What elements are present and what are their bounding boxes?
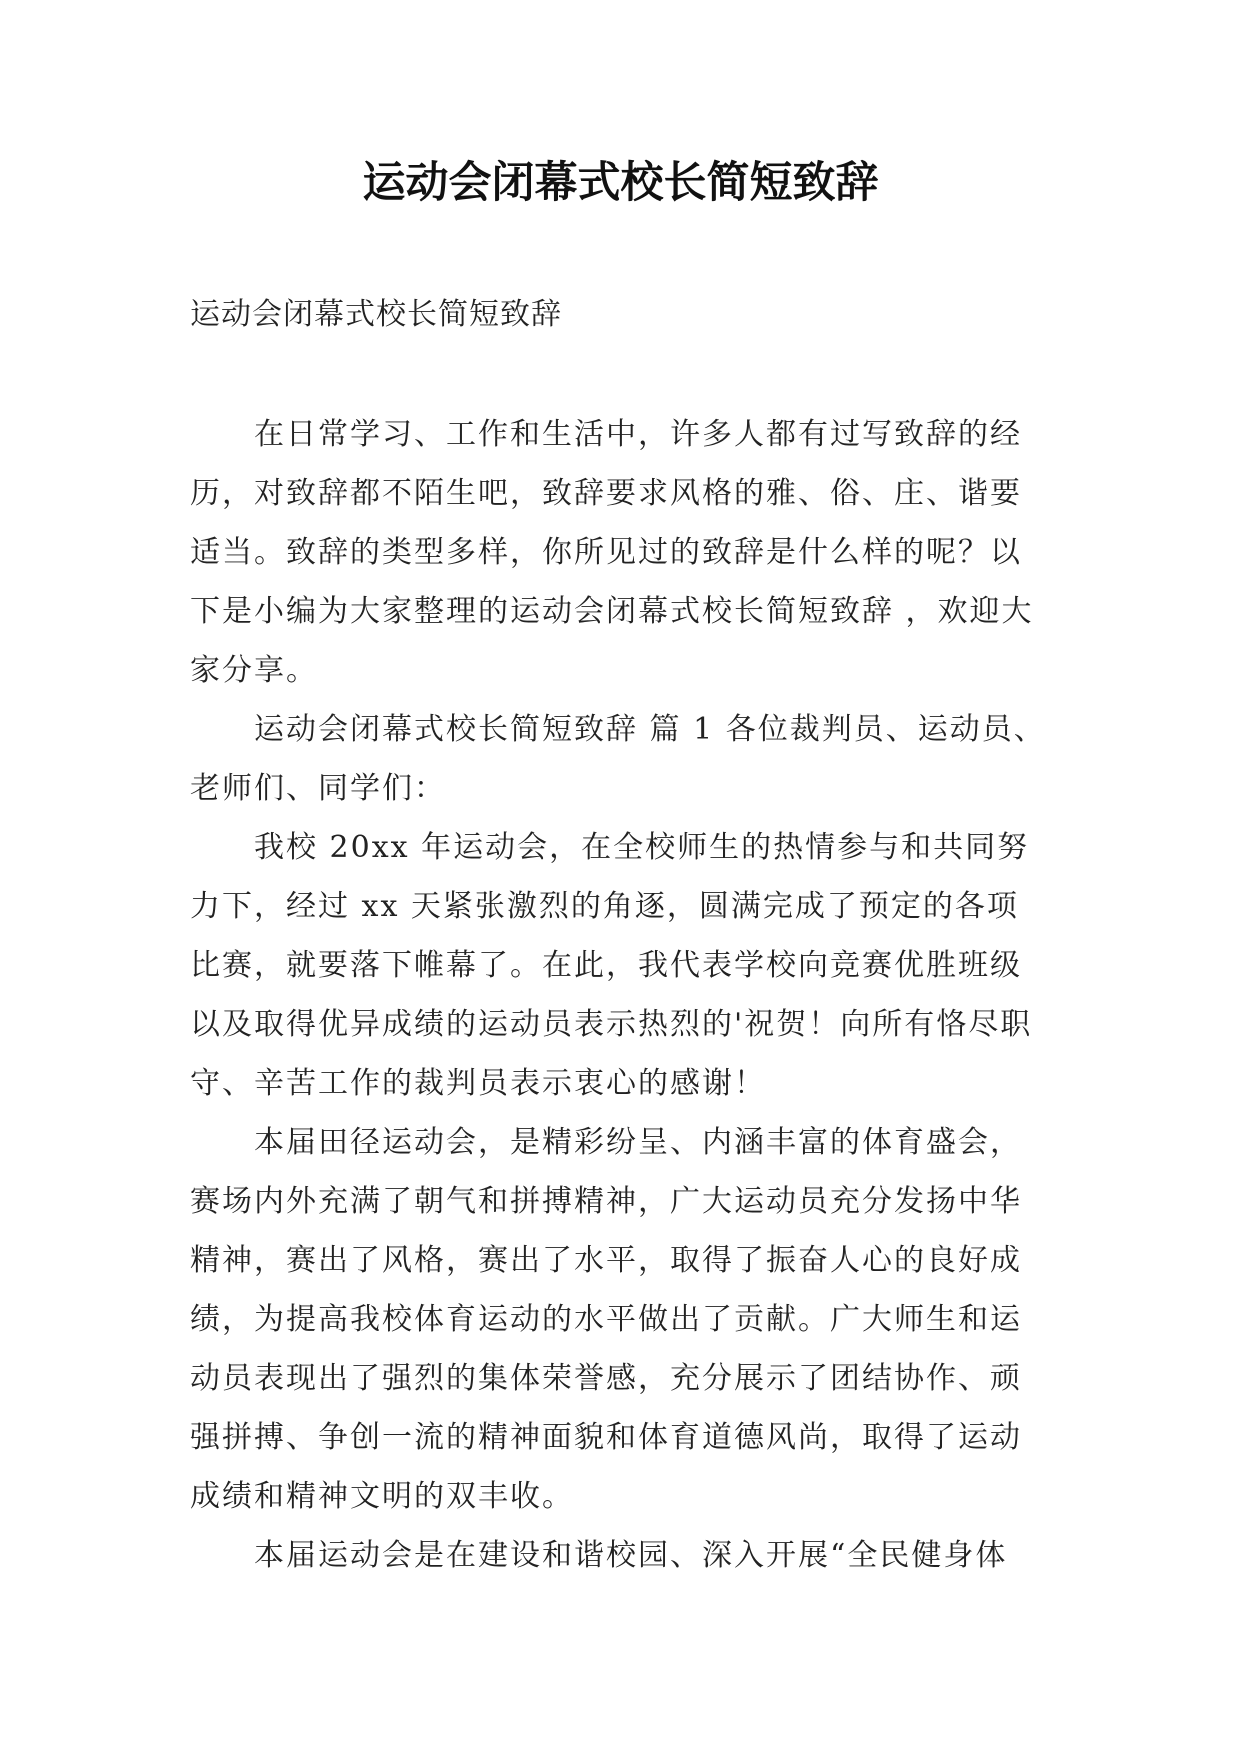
paragraph-context: 本届运动会是在建设和谐校园、深入开展“全民健身体 [254,1538,1008,1573]
paragraph-achievements: 本届田径运动会，是精彩纷呈、内涵丰富的体育盛会，赛场内外充满了朝气和拼搏精神，广大运动员充分发扬中华精神，赛出了风格，赛出了水平，取得了振奋人心的良好成绩，为提高我校体育运动的水平做出了贡献。广大师生和运动员表现出了强烈的集体荣誉感，充分展示了团结协作、顽强拼搏、争创一流的精神面貌和体育道德风尚，取得了运动成绩和精神文明的双丰收。 [190,1125,1022,1514]
paragraph-congratulations: 我校 20xx 年运动会，在全校师生的热情参与和共同努力下，经过 xx 天紧张激烈的角逐，圆满完成了预定的各项比赛，就要落下帷幕了。在此，我代表学校向竞赛优胜班级以及取得优异成绩的运动员表示热烈的'祝贺！向所有恪尽职守、辛苦工作的裁判员表示衷心的感谢！ [190,830,1033,1101]
document-body [190,405,1050,1585]
paragraph-greeting: 运动会闭幕式校长简短致辞 篇 1 各位裁判员、运动员、老师们、同学们： [190,712,1046,806]
document-subtitle: 运动会闭幕式校长简短致辞 [190,297,562,332]
paragraph-intro: 在日常学习、工作和生活中，许多人都有过写致辞的经历，对致辞都不陌生吧，致辞要求风格的雅、俗、庄、谐要适当。致辞的类型多样，你所见过的致辞是什么样的呢？以下是小编为大家整理的运动会闭幕式校长简短致辞 ，欢迎大家分享。 [190,417,1034,688]
document-title: 运动会闭幕式校长简短致辞 [362,158,879,208]
